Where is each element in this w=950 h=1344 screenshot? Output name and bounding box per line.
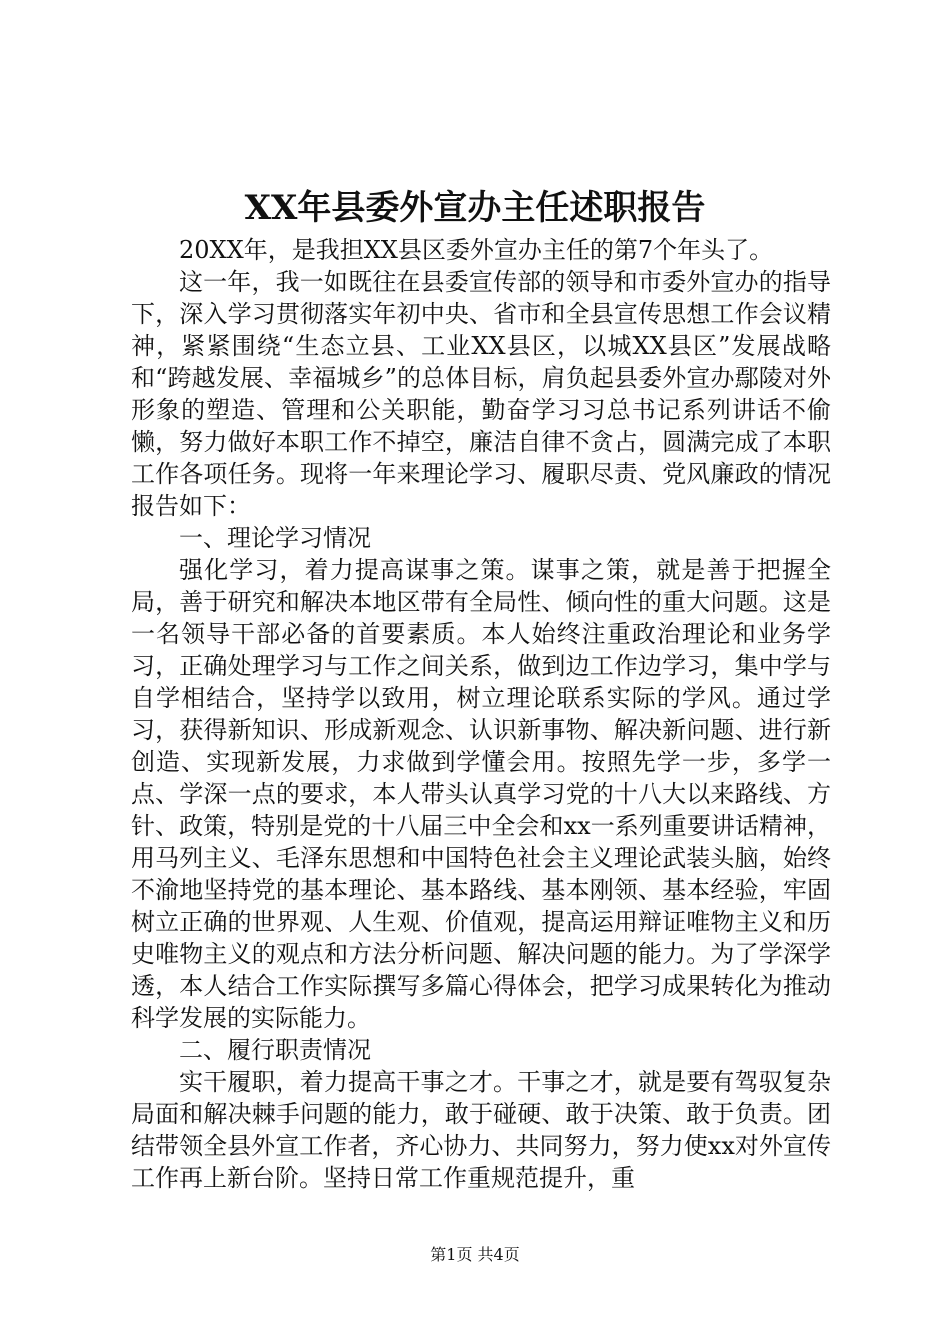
document-body <box>131 234 831 1194</box>
theory-study-paragraph: 强化学习，着力提高谋事之策。谋事之策，就是善于把握全局，善于研究和解决本地区带有全局性、倾向性的重大问题。这是一名领导干部必备的首要素质。本人始终注重政治理论和业务学习，正确处理学习与工作之间关系，做到边工作边学习，集中学与自学相结合，坚持学以致用，树立理论联系实际的学风。通过学习，获得新知识、形成新观念、认识新事物、解决新问题、进行新创造、实现新发展，力求做到学懂会用。按照先学一步，多学一点、学深一点的要求，本人带头认真学习党的十八大以来路线、方针、政策，特别是党的十八届三中全会和xx一系列重要讲话精神，用马列主义、毛泽东思想和中国特色社会主义理论武装头脑，始终不渝地坚持党的基本理论、基本路线、基本刚领、基本经验，牢固树立正确的世界观、人生观、价值观，提高运用辩证唯物主义和历史唯物主义的观点和方法分析问题、解决问题的能力。为了学深学透，本人结合工作实际撰写多篇心得体会，把学习成果转化为推动科学发展的实际能力。 <box>131 556 831 1032</box>
section-heading-duties: 二、履行职责情况 <box>179 1036 371 1064</box>
section-heading-theory-study: 一、理论学习情况 <box>179 524 371 552</box>
document-title: XX年县委外宣办主任述职报告 <box>244 188 706 228</box>
page-number-footer: 第1页 共4页 <box>430 1245 520 1264</box>
summary-paragraph: 这一年，我一如既往在县委宣传部的领导和市委外宣办的指导下，深入学习贯彻落实年初中央、省市和全县宣传思想工作会议精神，紧紧围绕“生态立县、工业XX县区，以城XX县区”发展战略和“跨越发展、幸福城乡”的总体目标，肩负起县委外宣办鄢陵对外形象的塑造、管理和公关职能，勤奋学习习总书记系列讲话不偷懒，努力做好本职工作不掉空，廉洁自律不贪占，圆满完成了本职工作各项任务。现将一年来理论学习、履职尽责、党风廉政的情况报告如下： <box>131 268 831 520</box>
intro-paragraph: 20XX年，是我担XX县区委外宣办主任的第7个年头了。 <box>179 236 774 264</box>
duties-paragraph: 实干履职，着力提高干事之才。干事之才，就是要有驾驭复杂局面和解决棘手问题的能力，敢于碰硬、敢于决策、敢于负责。团结带领全县外宣工作者，齐心协力、共同努力，努力使xx对外宣传工作再上新台阶。坚持日常工作重规范提升，重 <box>131 1068 831 1192</box>
